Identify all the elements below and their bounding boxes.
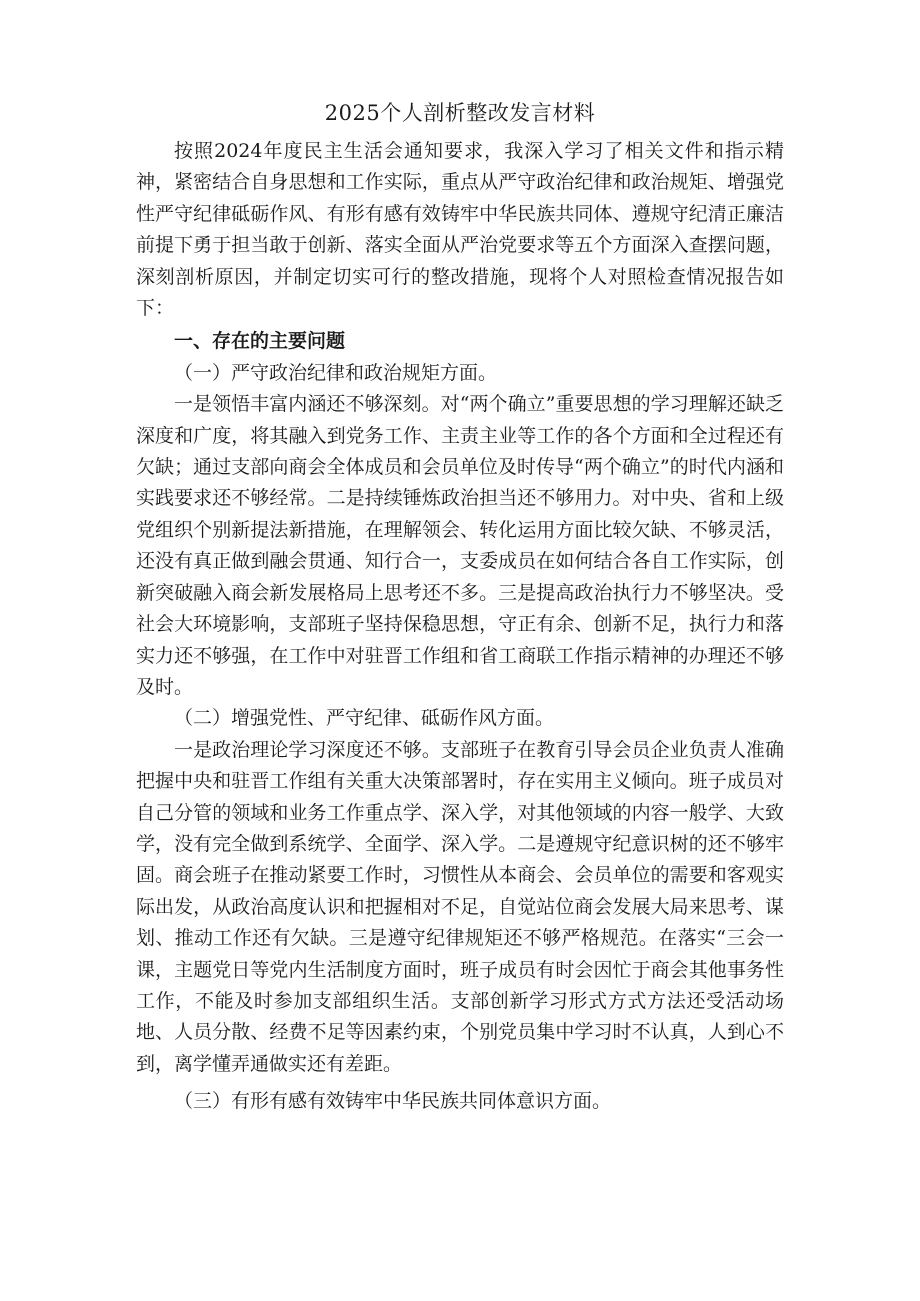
subsection-heading-3: （三）有形有感有效铸牢中华民族共同体意识方面。 — [174, 1090, 612, 1113]
subsection-heading-2: （二）增强党性、严守纪律、砥砺作风方面。 — [174, 707, 555, 730]
section-heading-problems: 一、存在的主要问题 — [174, 330, 346, 353]
subsection-body-2: 一是政治理论学习深度还不够。支部班子在教育引导会员企业负责人准确把握中央和驻晋工作组有关重大决策部署时，存在实用主义倾向。班子成员对自己分管的领域和业务工作重点学、深入学，对其他领域的内容一般学、大致学，没有完全做到系统学、全面学、深入学。二是遵规守纪意识树的还不够牢固。商会班子在推动紧要工作时，习惯性从本商会、会员单位的需要和客观实际出发，从政治高度认识和把握相对不足，自觉站位商会发展大局来思考、谋划、推动工作还有欠缺。三是遵守纪律规矩还不够严格规范。在落实“三会一课，主题党日等党内生活制度方面时，班子成员有时会因忙于商会其他事务性工作，不能及时参加支部组织生活。支部创新学习形式方式方法还受活动场地、人员分散、经费不足等因素约束，个别党员集中学习时不认真，人到心不到，离学懂弄通做实还有差距。 — [136, 738, 784, 1075]
subsection-heading-1: （一）严守政治纪律和政治规矩方面。 — [174, 361, 498, 384]
document-title: 2025个人剖析整改发言材料 — [324, 101, 596, 125]
intro-paragraph: 按照2024年度民主生活会通知要求，我深入学习了相关文件和指示精神，紧密结合自身思想和工作实际，重点从严守政治纪律和政治规矩、增强党性严守纪律砥砺作风、有形有感有效铸牢中华民族共同体、遵规守纪清正廉洁前提下勇于担当敢于创新、落实全面从严治党要求等五个方面深入查摆问题，深刻剖析原因，并制定切实可行的整改措施，现将个人对照检查情况报告如下： — [136, 140, 784, 320]
subsection-body-1: 一是领悟丰富内涵还不够深刻。对“两个确立”重要思想的学习理解还缺乏深度和广度，将其融入到党务工作、主责主业等工作的各个方面和全过程还有欠缺；通过支部向商会全体成员和会员单位及时传导“两个确立”的时代内涵和实践要求还不够经常。二是持续锤炼政治担当还不够用力。对中央、省和上级党组织个别新提法新措施，在理解领会、转化运用方面比较欠缺、不够灵活，还没有真正做到融会贯通、知行合一，支委成员在如何结合各自工作实际，创新突破融入商会新发展格局上思考还不多。三是提高政治执行力不够坚决。受社会大环境影响，支部班子坚持保稳思想，守正有余、创新不足，执行力和落实力还不够强，在工作中对驻晋工作组和省工商联工作指示精神的办理还不够及时。 — [136, 393, 784, 698]
document-body — [136, 136, 784, 1118]
